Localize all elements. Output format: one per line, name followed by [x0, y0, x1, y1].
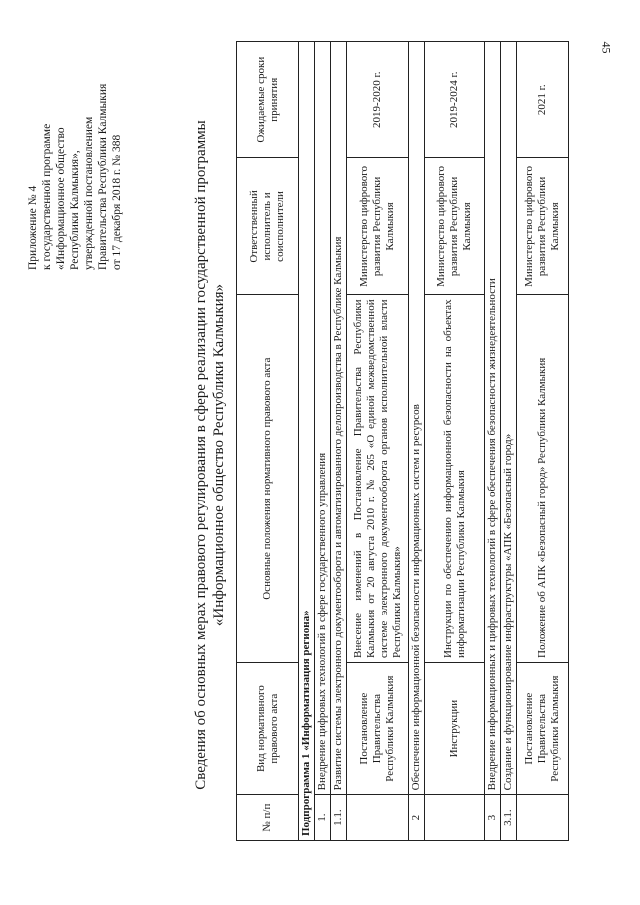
- cell-provisions: Внесение изменений в Постановление Правительства Республики Калмыкия от 20 августа 2010 г. № 265 «О единой межведомственной системе электронного документооборота органов исполнительной власти Республики Калмыкия»: [347, 295, 409, 663]
- cell-terms: 2019-2024 г.: [425, 42, 485, 158]
- cell-type: Постановление Правительства Республики Калмыкия: [517, 662, 569, 794]
- table-row: [425, 42, 485, 841]
- annex-line: утвержденной постановлением: [83, 116, 95, 270]
- cell-executor: Министерство цифрового развития Республики Калмыкия: [347, 158, 409, 295]
- annex-line: Правительства Республики Калмыкия: [97, 83, 109, 270]
- annex-block: [26, 40, 124, 270]
- cell-executor: Министерство цифрового развития Республики Калмыкия: [517, 158, 569, 295]
- section-text: Создание и функционирование инфраструктуры «АПК «Безопасный город»: [501, 42, 517, 795]
- document-title: [192, 25, 228, 885]
- cell-terms: 2021 г.: [517, 42, 569, 158]
- section-row: [315, 42, 331, 841]
- header-executor: Ответственный исполнитель и соисполнители: [237, 158, 299, 295]
- section-num: 1.: [315, 795, 331, 841]
- header-type: Вид нормативного правового акта: [237, 662, 299, 794]
- annex-line: от 17 декабря 2018 г. № 388: [111, 134, 123, 270]
- section-text: Внедрение информационных и цифровых технологий в сфере обеспечения безопасности жизнедеятельности: [485, 42, 501, 795]
- annex-line: Приложение № 4: [27, 185, 39, 270]
- section-num: 1.1.: [331, 795, 347, 841]
- cell-type: Постановление Правительства Республики Калмыкия: [347, 662, 409, 794]
- cell-provisions: Инструкции по обеспечению информационной безопасности на объектах информатизации Республики Калмыкия: [425, 295, 485, 663]
- rotated-page: [20, 25, 620, 885]
- measures-table: [236, 41, 569, 841]
- cell-terms: 2019-2020 г.: [347, 42, 409, 158]
- section-row: [485, 42, 501, 841]
- cell-num: [517, 795, 569, 841]
- subprogram-title: Подпрограмма 1 «Информатизация региона»: [299, 42, 315, 841]
- section-text: Внедрение цифровых технологий в сфере государственного управления: [315, 42, 331, 795]
- section-num: 3.1.: [501, 795, 517, 841]
- cell-provisions: Положение об АПК «Безопасный город» Республики Калмыкия: [517, 295, 569, 663]
- annex-line: Республики Калмыкия»,: [69, 150, 81, 270]
- section-row: [409, 42, 425, 841]
- table-row: [517, 42, 569, 841]
- cell-num: [347, 795, 409, 841]
- cell-num: [425, 795, 485, 841]
- section-text: Обеспечение информационной безопасности информационных систем и ресурсов: [409, 42, 425, 795]
- section-row: [501, 42, 517, 841]
- section-text: Развитие системы электронного документооборота и автоматизированного делопроизводства в Республике Калмыкия: [331, 42, 347, 795]
- header-provisions: Основные положения нормативного правового акта: [237, 295, 299, 663]
- table-header-row: [237, 42, 299, 841]
- cell-type: Инструкции: [425, 662, 485, 794]
- header-num: № п/п: [237, 795, 299, 841]
- table-row: [347, 42, 409, 841]
- annex-line: к государственной программе: [41, 123, 53, 270]
- section-num: 3: [485, 795, 501, 841]
- header-terms: Ожидаемые сроки принятия: [237, 42, 299, 158]
- annex-line: «Информационное общество: [55, 127, 67, 270]
- cell-executor: Министерство цифрового развития Республики Калмыкия: [425, 158, 485, 295]
- title-line: Сведения об основных мерах правового регулирования в сфере реализации государственной программы: [193, 120, 209, 790]
- title-line: «Информационное общество Республики Калмыкия»: [211, 283, 227, 627]
- page-number: 45: [599, 41, 614, 54]
- section-num: 2: [409, 795, 425, 841]
- subprogram-row: [299, 42, 315, 841]
- section-row: [331, 42, 347, 841]
